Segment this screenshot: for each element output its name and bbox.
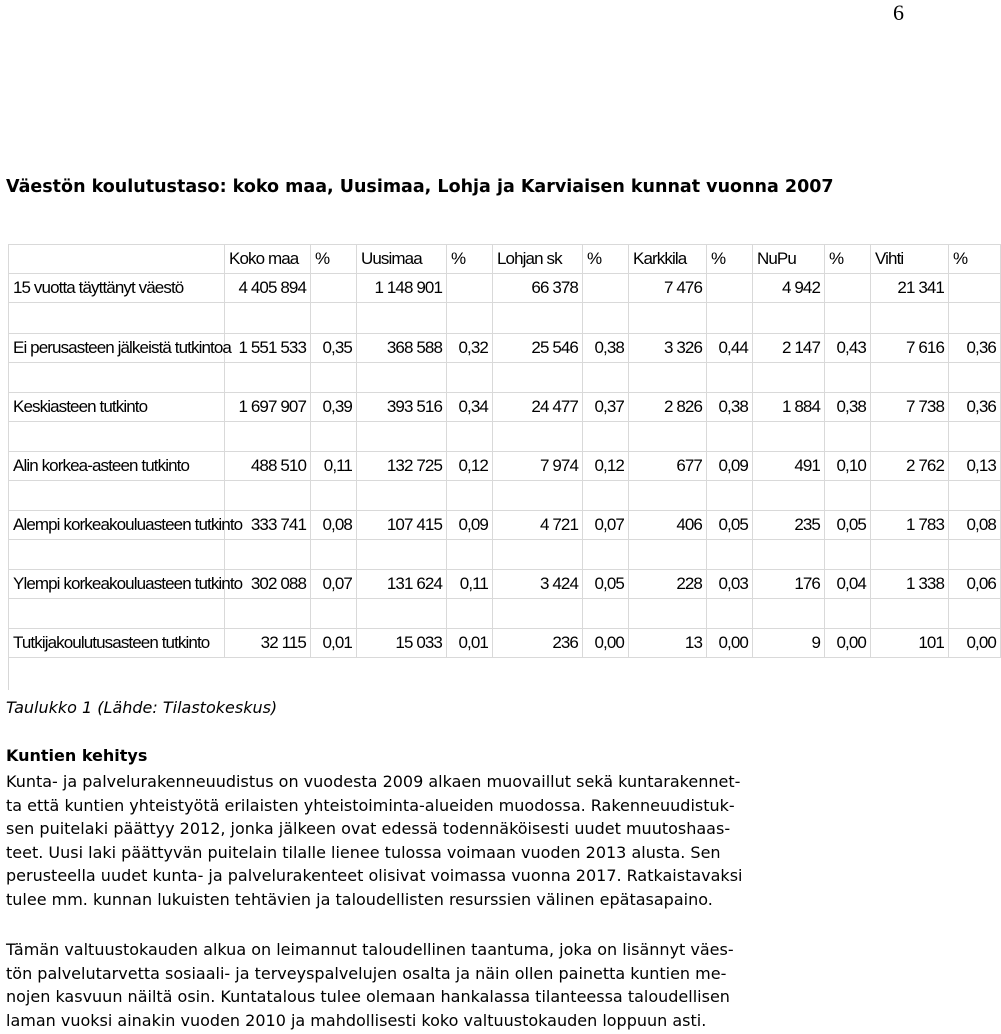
paragraph-line: Kunta- ja palvelurakenneuudistus on vuodesta 2009 alkaen muovaillut sekä kuntarakennet- bbox=[6, 772, 741, 791]
empty-cell bbox=[753, 599, 825, 629]
empty-cell bbox=[707, 540, 753, 570]
empty-cell bbox=[9, 540, 225, 570]
table-cell: 131 624 bbox=[357, 570, 447, 599]
empty-cell bbox=[311, 363, 357, 393]
table-cell: 0,08 bbox=[949, 511, 1001, 540]
table-cell: 393 516 bbox=[357, 393, 447, 422]
table-header-cell bbox=[9, 245, 225, 274]
empty-cell bbox=[357, 599, 447, 629]
table-header-cell: Lohjan sk bbox=[493, 245, 583, 274]
table-cell: 4 405 894 bbox=[225, 274, 311, 303]
empty-cell bbox=[825, 422, 871, 452]
empty-cell bbox=[825, 303, 871, 334]
empty-cell bbox=[9, 363, 225, 393]
table-cell: 7 974 bbox=[493, 452, 583, 481]
table-cell: 0,11 bbox=[311, 452, 357, 481]
table-cell: 13 bbox=[629, 629, 707, 658]
paragraph-kuntien-kehitys bbox=[6, 770, 906, 911]
empty-cell bbox=[707, 481, 753, 511]
table-cell: 2 826 bbox=[629, 393, 707, 422]
table-cell: 0,00 bbox=[583, 629, 629, 658]
table-cell: 0,04 bbox=[825, 570, 871, 599]
empty-cell bbox=[493, 540, 583, 570]
table-cell: 7 616 bbox=[871, 334, 949, 363]
page-number: 6 bbox=[893, 0, 904, 25]
paragraph-valtuustokausi bbox=[6, 938, 906, 1032]
empty-cell bbox=[311, 540, 357, 570]
table-row bbox=[9, 393, 1001, 422]
spacer-row bbox=[9, 422, 1001, 452]
table-cell: 0,00 bbox=[949, 629, 1001, 658]
table-header-cell: % bbox=[447, 245, 493, 274]
table-cell: 1 783 bbox=[871, 511, 949, 540]
empty-cell bbox=[949, 540, 1001, 570]
empty-cell bbox=[629, 599, 707, 629]
table-cell: 66 378 bbox=[493, 274, 583, 303]
empty-cell bbox=[493, 481, 583, 511]
empty-cell bbox=[949, 363, 1001, 393]
table-cell: 0,44 bbox=[707, 334, 753, 363]
table-cell: 488 510 bbox=[225, 452, 311, 481]
empty-cell bbox=[753, 303, 825, 334]
table-cell: 24 477 bbox=[493, 393, 583, 422]
empty-cell bbox=[707, 303, 753, 334]
table-cell: 0,07 bbox=[583, 511, 629, 540]
table-cell: 0,00 bbox=[707, 629, 753, 658]
row-label: Ei perusasteen jälkeistä tutkintoa bbox=[9, 334, 225, 363]
document-heading: Väestön koulutustaso: koko maa, Uusimaa, Lohja ja Karviaisen kunnat vuonna 2007 bbox=[6, 177, 834, 197]
row-label: Alempi korkeakouluasteen tutkinto bbox=[9, 511, 225, 540]
paragraph-line: perusteella uudet kunta- ja palvelurakenteet olisivat voimassa vuonna 2017. Ratkaistavaksi bbox=[6, 866, 743, 885]
table-cell: 21 341 bbox=[871, 274, 949, 303]
paragraph-line: Tämän valtuustokauden alkua on leimannut taloudellinen taantuma, joka on lisännyt väes- bbox=[6, 940, 734, 959]
paragraph-line: tön palvelutarvetta sosiaali- ja terveyspalvelujen osalta ja näin ollen painetta kuntien me- bbox=[6, 963, 727, 983]
table-cell: 0,13 bbox=[949, 452, 1001, 481]
table-cell: 491 bbox=[753, 452, 825, 481]
table-header-cell: Karkkila bbox=[629, 245, 707, 274]
empty-cell bbox=[225, 481, 311, 511]
table-cell: 0,09 bbox=[447, 511, 493, 540]
table-cell: 7 738 bbox=[871, 393, 949, 422]
table-cell: 0,03 bbox=[707, 570, 753, 599]
table-header-cell: Vihti bbox=[871, 245, 949, 274]
table-cell: 0,05 bbox=[707, 511, 753, 540]
table-row bbox=[9, 334, 1001, 363]
empty-cell bbox=[357, 363, 447, 393]
empty-cell bbox=[447, 363, 493, 393]
table-header-cell: NuPu bbox=[753, 245, 825, 274]
empty-cell bbox=[825, 363, 871, 393]
table-cell: 235 bbox=[753, 511, 825, 540]
table-cell: 0,35 bbox=[311, 334, 357, 363]
paragraph-line: teet. Uusi laki päättyvän puitelain tilalle lienee tulossa voimaan vuoden 2013 alusta. Sen bbox=[6, 842, 721, 862]
table-cell: 0,37 bbox=[583, 393, 629, 422]
empty-cell bbox=[949, 481, 1001, 511]
table-header-cell: % bbox=[311, 245, 357, 274]
empty-cell bbox=[707, 599, 753, 629]
empty-cell bbox=[583, 363, 629, 393]
row-label: 15 vuotta täyttänyt väestö bbox=[9, 274, 225, 303]
empty-cell bbox=[9, 599, 225, 629]
table-cell: 132 725 bbox=[357, 452, 447, 481]
table-cell: 0,01 bbox=[311, 629, 357, 658]
table-cell: 0,34 bbox=[447, 393, 493, 422]
table-cell: 15 033 bbox=[357, 629, 447, 658]
table-cell: 0,08 bbox=[311, 511, 357, 540]
table-cell: 228 bbox=[629, 570, 707, 599]
empty-cell bbox=[825, 481, 871, 511]
table-cell: 1 884 bbox=[753, 393, 825, 422]
empty-cell bbox=[949, 422, 1001, 452]
empty-cell bbox=[753, 422, 825, 452]
spacer-row bbox=[9, 363, 1001, 393]
table-header-cell: % bbox=[949, 245, 1001, 274]
empty-cell bbox=[493, 363, 583, 393]
table-cell: 302 088 bbox=[225, 570, 311, 599]
empty-cell bbox=[225, 540, 311, 570]
empty-cell bbox=[753, 363, 825, 393]
table-cell bbox=[447, 274, 493, 303]
table-cell: 0,38 bbox=[707, 393, 753, 422]
empty-cell bbox=[753, 481, 825, 511]
table-cell: 0,39 bbox=[311, 393, 357, 422]
population-row bbox=[9, 274, 1001, 303]
empty-cell bbox=[311, 303, 357, 334]
empty-cell bbox=[583, 481, 629, 511]
empty-cell bbox=[447, 481, 493, 511]
table-caption: Taulukko 1 (Lähde: Tilastokeskus) bbox=[6, 698, 278, 717]
empty-cell bbox=[9, 303, 225, 334]
table-cell: 9 bbox=[753, 629, 825, 658]
empty-cell bbox=[629, 303, 707, 334]
empty-cell bbox=[357, 540, 447, 570]
table-row bbox=[9, 570, 1001, 599]
empty-cell bbox=[629, 363, 707, 393]
empty-cell bbox=[447, 303, 493, 334]
table-cell: 7 476 bbox=[629, 274, 707, 303]
table-cell: 0,36 bbox=[949, 393, 1001, 422]
empty-cell bbox=[225, 303, 311, 334]
empty-cell bbox=[629, 422, 707, 452]
paragraph-line: laman vuoksi ainakin vuoden 2010 ja mahdollisesti koko valtuustokauden loppuun asti. bbox=[6, 1010, 707, 1030]
empty-cell bbox=[871, 422, 949, 452]
table-row bbox=[9, 511, 1001, 540]
spacer-row bbox=[9, 540, 1001, 570]
table-cell: 0,07 bbox=[311, 570, 357, 599]
table-cell: 101 bbox=[871, 629, 949, 658]
empty-cell bbox=[311, 481, 357, 511]
education-table-container bbox=[8, 244, 996, 690]
empty-cell bbox=[225, 599, 311, 629]
table-header-cell: % bbox=[825, 245, 871, 274]
table-cell: 0,38 bbox=[825, 393, 871, 422]
table-cell: 0,09 bbox=[707, 452, 753, 481]
table-cell: 0,05 bbox=[825, 511, 871, 540]
table-cell: 1 697 907 bbox=[225, 393, 311, 422]
empty-cell bbox=[825, 599, 871, 629]
table-cell: 368 588 bbox=[357, 334, 447, 363]
empty-cell bbox=[949, 303, 1001, 334]
table-cell: 0,32 bbox=[447, 334, 493, 363]
empty-cell bbox=[629, 540, 707, 570]
paragraph-line: sen puitelaki päättyy 2012, jonka jälkeen ovat edessä todennäköisesti uudet muutoshaas- bbox=[6, 819, 731, 838]
table-cell: 0,43 bbox=[825, 334, 871, 363]
table-header-cell: Koko maa bbox=[225, 245, 311, 274]
table-cell: 0,11 bbox=[447, 570, 493, 599]
table-header-cell: % bbox=[707, 245, 753, 274]
table-cell bbox=[707, 274, 753, 303]
table-cell: 333 741 bbox=[225, 511, 311, 540]
empty-cell bbox=[447, 422, 493, 452]
table-cell: 0,01 bbox=[447, 629, 493, 658]
table-cell: 3 326 bbox=[629, 334, 707, 363]
empty-cell bbox=[447, 599, 493, 629]
table-cell: 2 762 bbox=[871, 452, 949, 481]
empty-cell bbox=[871, 303, 949, 334]
table-cell bbox=[949, 274, 1001, 303]
empty-cell bbox=[707, 422, 753, 452]
paragraph-line: ta että kuntien yhteistyötä erilaisten yhteistoiminta-alueiden muodossa. Rakenneuudistuk- bbox=[6, 795, 735, 815]
table-cell: 0,12 bbox=[447, 452, 493, 481]
table-header-cell: Uusimaa bbox=[357, 245, 447, 274]
row-label: Tutkijakoulutusasteen tutkinto bbox=[9, 629, 225, 658]
spacer-row bbox=[9, 481, 1001, 511]
empty-cell bbox=[493, 599, 583, 629]
empty-cell bbox=[357, 303, 447, 334]
table-cell: 176 bbox=[753, 570, 825, 599]
table-cell: 0,00 bbox=[825, 629, 871, 658]
empty-cell bbox=[9, 422, 225, 452]
empty-cell bbox=[583, 303, 629, 334]
empty-cell bbox=[825, 540, 871, 570]
empty-cell bbox=[493, 303, 583, 334]
table-cell: 0,36 bbox=[949, 334, 1001, 363]
empty-cell bbox=[447, 540, 493, 570]
empty-cell bbox=[225, 422, 311, 452]
table-cell: 0,38 bbox=[583, 334, 629, 363]
table-cell: 0,05 bbox=[583, 570, 629, 599]
empty-cell bbox=[9, 481, 225, 511]
table-cell: 25 546 bbox=[493, 334, 583, 363]
empty-cell bbox=[871, 599, 949, 629]
empty-cell bbox=[225, 363, 311, 393]
spacer-row bbox=[9, 303, 1001, 334]
table-cell: 0,12 bbox=[583, 452, 629, 481]
section-title: Kuntien kehitys bbox=[6, 746, 148, 765]
empty-cell bbox=[707, 363, 753, 393]
empty-cell bbox=[357, 422, 447, 452]
empty-cell bbox=[357, 481, 447, 511]
table-cell: 677 bbox=[629, 452, 707, 481]
table-cell bbox=[311, 274, 357, 303]
empty-cell bbox=[629, 481, 707, 511]
empty-cell bbox=[311, 422, 357, 452]
table-cell: 107 415 bbox=[357, 511, 447, 540]
table-cell: 4 721 bbox=[493, 511, 583, 540]
table-cell: 2 147 bbox=[753, 334, 825, 363]
empty-cell bbox=[583, 540, 629, 570]
row-label: Alin korkea-asteen tutkinto bbox=[9, 452, 225, 481]
empty-cell bbox=[871, 481, 949, 511]
table-cell: 3 424 bbox=[493, 570, 583, 599]
empty-cell bbox=[493, 422, 583, 452]
empty-cell bbox=[753, 540, 825, 570]
table-cell: 1 338 bbox=[871, 570, 949, 599]
spacer-row bbox=[9, 599, 1001, 629]
table-cell: 4 942 bbox=[753, 274, 825, 303]
table-cell bbox=[583, 274, 629, 303]
paragraph-line: tulee mm. kunnan lukuisten tehtävien ja taloudellisten resurssien välinen epätasapaino. bbox=[6, 889, 713, 909]
paragraph-line: nojen kasvuun näiltä osin. Kuntatalous tulee olemaan hankalassa tilanteessa taloudellisen bbox=[6, 987, 730, 1006]
table-row bbox=[9, 629, 1001, 658]
empty-cell bbox=[311, 599, 357, 629]
table-cell: 1 551 533 bbox=[225, 334, 311, 363]
empty-cell bbox=[871, 363, 949, 393]
row-label: Keskiasteen tutkinto bbox=[9, 393, 225, 422]
table-cell: 236 bbox=[493, 629, 583, 658]
table-header-row bbox=[9, 245, 1001, 274]
table-row bbox=[9, 452, 1001, 481]
table-header-cell: % bbox=[583, 245, 629, 274]
table-cell: 0,10 bbox=[825, 452, 871, 481]
row-label: Ylempi korkeakouluasteen tutkinto bbox=[9, 570, 225, 599]
table-cell bbox=[825, 274, 871, 303]
table-cell: 32 115 bbox=[225, 629, 311, 658]
table-cell: 0,06 bbox=[949, 570, 1001, 599]
empty-cell bbox=[871, 540, 949, 570]
empty-cell bbox=[949, 599, 1001, 629]
table-cell: 1 148 901 bbox=[357, 274, 447, 303]
table-cell: 406 bbox=[629, 511, 707, 540]
empty-cell bbox=[583, 599, 629, 629]
education-table bbox=[8, 244, 1001, 658]
empty-cell bbox=[583, 422, 629, 452]
